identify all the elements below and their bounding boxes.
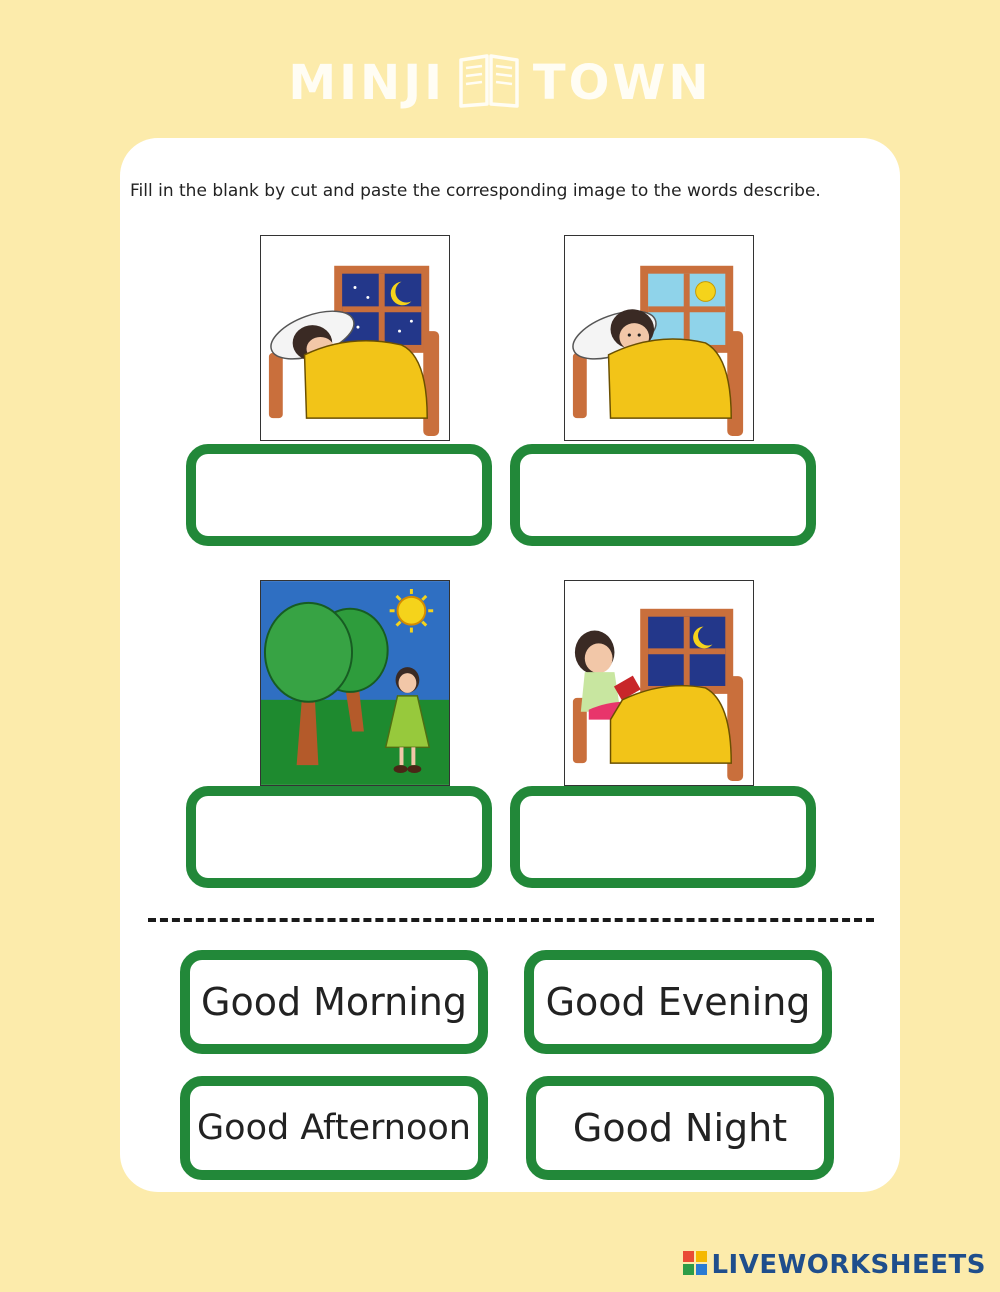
liveworksheets-logo-text: LIVEWORKSHEETS <box>711 1250 986 1280</box>
brand-right-word: TOWN <box>532 55 712 111</box>
liveworksheets-mark-icon <box>683 1251 707 1279</box>
girl-in-park-afternoon-icon <box>261 581 449 785</box>
picture-sleeping-night <box>260 235 450 441</box>
word-card-label: Good Night <box>572 1106 788 1150</box>
word-card-label: Good Afternoon <box>197 1108 471 1148</box>
picture-reading-evening <box>564 580 754 786</box>
liveworksheets-logo[interactable] <box>683 1250 986 1280</box>
worksheet-card <box>120 138 900 1192</box>
instructions-text: Fill in the blank by cut and paste the corresponding image to the words describe. <box>130 181 821 201</box>
word-card-good-evening[interactable] <box>524 950 832 1054</box>
answer-blank-2[interactable] <box>510 444 816 546</box>
girl-reading-evening-icon <box>565 581 753 785</box>
cut-line <box>148 918 874 922</box>
brand-left-word: MINJI <box>288 55 445 111</box>
brand-header <box>0 52 1000 114</box>
girl-sleeping-night-icon <box>261 236 449 440</box>
word-card-label: Good Morning <box>201 980 467 1024</box>
girl-waking-morning-icon <box>565 236 753 440</box>
open-book-icon <box>457 52 521 114</box>
word-card-good-night[interactable] <box>526 1076 834 1180</box>
word-card-good-morning[interactable] <box>180 950 488 1054</box>
answer-blank-4[interactable] <box>510 786 816 888</box>
word-card-good-afternoon[interactable] <box>180 1076 488 1180</box>
answer-blank-3[interactable] <box>186 786 492 888</box>
word-card-label: Good Evening <box>545 980 811 1024</box>
answer-blank-1[interactable] <box>186 444 492 546</box>
picture-afternoon-park <box>260 580 450 786</box>
picture-waking-morning <box>564 235 754 441</box>
